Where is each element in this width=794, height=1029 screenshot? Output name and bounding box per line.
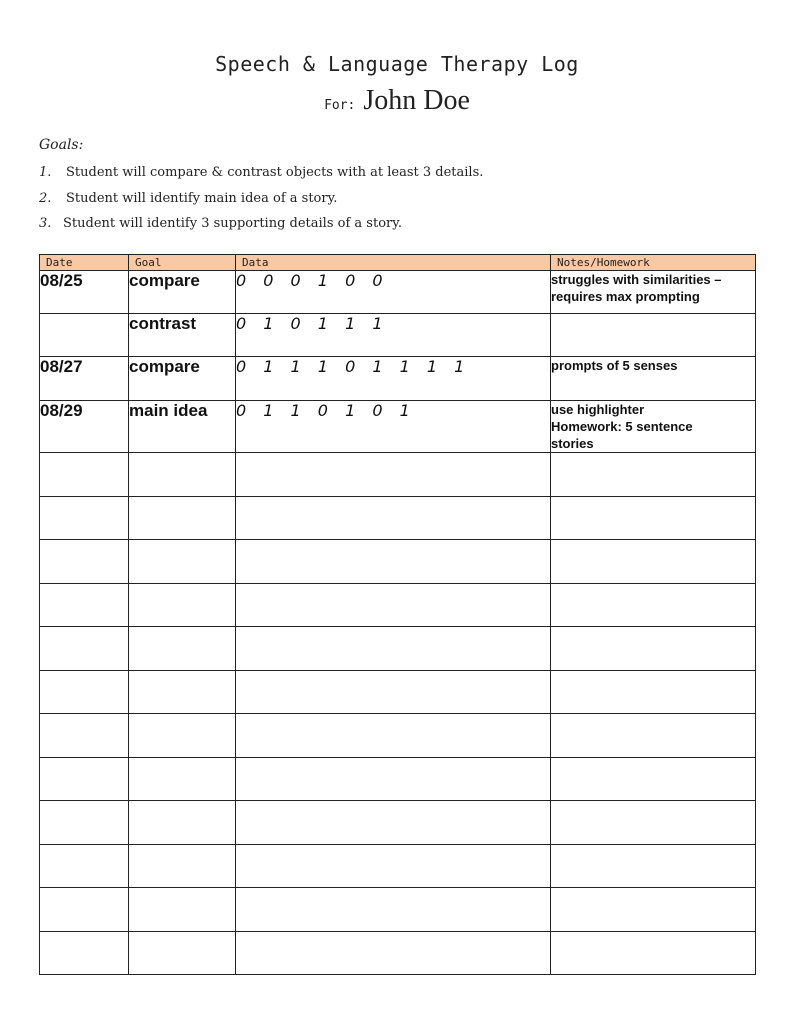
data-cell[interactable] xyxy=(236,714,551,758)
date-cell[interactable] xyxy=(40,453,129,497)
notes-cell[interactable] xyxy=(551,497,756,540)
table-row xyxy=(40,357,756,401)
table-row xyxy=(40,627,756,671)
notes-cell[interactable] xyxy=(551,540,756,584)
note-line: struggles with similarities – xyxy=(551,272,722,287)
column-header-date: Date xyxy=(40,255,129,271)
data-cell[interactable] xyxy=(236,801,551,845)
column-header-data: Data xyxy=(236,255,551,271)
date-cell[interactable] xyxy=(40,714,129,758)
notes-cell[interactable] xyxy=(551,271,756,314)
date-cell[interactable] xyxy=(40,888,129,932)
table-row xyxy=(40,314,756,357)
goals-heading: Goals: xyxy=(39,137,84,153)
data-cell[interactable] xyxy=(236,584,551,627)
note-line: Homework: 5 sentence xyxy=(551,419,693,434)
table-row xyxy=(40,540,756,584)
table-row xyxy=(40,801,756,845)
notes-cell[interactable] xyxy=(551,758,756,801)
goal-cell[interactable] xyxy=(129,627,236,671)
notes-cell[interactable] xyxy=(551,714,756,758)
student-line xyxy=(0,85,794,117)
table-row xyxy=(40,453,756,497)
notes-cell[interactable] xyxy=(551,801,756,845)
table-header-row xyxy=(40,255,756,271)
student-name: John Doe xyxy=(363,85,470,116)
goal-cell[interactable] xyxy=(129,584,236,627)
goal-cell[interactable] xyxy=(129,801,236,845)
table-row xyxy=(40,714,756,758)
data-cell[interactable]: 0 0 0 1 0 0 xyxy=(236,271,551,314)
therapy-log-table xyxy=(39,254,756,975)
goal-item xyxy=(39,191,337,206)
goal-cell[interactable]: compare xyxy=(129,271,236,314)
notes-cell[interactable] xyxy=(551,845,756,888)
goal-number: 3. xyxy=(39,216,52,231)
table-row xyxy=(40,932,756,975)
data-cell[interactable] xyxy=(236,845,551,888)
note-line: prompts of 5 senses xyxy=(551,358,678,373)
date-cell[interactable] xyxy=(40,627,129,671)
data-cell[interactable] xyxy=(236,888,551,932)
goal-cell[interactable] xyxy=(129,932,236,975)
notes-cell[interactable] xyxy=(551,671,756,714)
goal-text: Student will identify 3 supporting details of a story. xyxy=(63,216,402,231)
notes-cell[interactable] xyxy=(551,627,756,671)
data-cell[interactable] xyxy=(236,671,551,714)
notes-cell[interactable] xyxy=(551,453,756,497)
data-cell[interactable] xyxy=(236,453,551,497)
table-row xyxy=(40,888,756,932)
note-line: use highlighter xyxy=(551,402,645,417)
page-title: Speech & Language Therapy Log xyxy=(215,52,579,76)
data-cell[interactable] xyxy=(236,540,551,584)
notes-cell[interactable] xyxy=(551,888,756,932)
data-cell[interactable] xyxy=(236,932,551,975)
table-row xyxy=(40,758,756,801)
notes-cell[interactable] xyxy=(551,932,756,975)
date-cell[interactable] xyxy=(40,671,129,714)
table-row xyxy=(40,845,756,888)
goal-cell[interactable]: main idea xyxy=(129,401,236,453)
goal-cell[interactable] xyxy=(129,540,236,584)
column-header-notes: Notes/Homework xyxy=(551,255,756,271)
notes-cell[interactable] xyxy=(551,584,756,627)
goal-cell[interactable] xyxy=(129,888,236,932)
date-cell[interactable] xyxy=(40,801,129,845)
goal-item xyxy=(39,165,483,180)
goal-cell[interactable]: compare xyxy=(129,357,236,401)
goal-number: 1. xyxy=(39,165,52,180)
goal-cell[interactable] xyxy=(129,497,236,540)
date-cell[interactable] xyxy=(40,932,129,975)
notes-cell[interactable] xyxy=(551,314,756,357)
notes-cell[interactable] xyxy=(551,401,756,453)
for-label: For: xyxy=(324,98,356,113)
table-body xyxy=(40,271,756,975)
date-cell[interactable] xyxy=(40,758,129,801)
column-header-goal: Goal xyxy=(129,255,236,271)
goal-cell[interactable]: contrast xyxy=(129,314,236,357)
date-cell[interactable]: 08/27 xyxy=(40,357,129,401)
date-cell[interactable] xyxy=(40,584,129,627)
date-cell[interactable] xyxy=(40,314,129,357)
data-cell[interactable] xyxy=(236,758,551,801)
note-line: requires max prompting xyxy=(551,289,700,304)
date-cell[interactable] xyxy=(40,540,129,584)
table-row xyxy=(40,671,756,714)
goal-number: 2. xyxy=(39,191,52,206)
goal-text: Student will compare & contrast objects with at least 3 details. xyxy=(66,165,484,180)
data-cell[interactable]: 0 1 1 1 0 1 1 1 1 xyxy=(236,357,551,401)
date-cell[interactable]: 08/25 xyxy=(40,271,129,314)
note-line: stories xyxy=(551,436,594,451)
date-cell[interactable]: 08/29 xyxy=(40,401,129,453)
notes-cell[interactable] xyxy=(551,357,756,401)
table-row xyxy=(40,584,756,627)
goal-cell[interactable] xyxy=(129,714,236,758)
goal-text: Student will identify main idea of a story. xyxy=(66,191,338,206)
goal-cell[interactable] xyxy=(129,758,236,801)
goal-cell[interactable] xyxy=(129,453,236,497)
table-row xyxy=(40,401,756,453)
data-cell[interactable] xyxy=(236,497,551,540)
date-cell[interactable] xyxy=(40,497,129,540)
goal-cell[interactable] xyxy=(129,671,236,714)
data-cell[interactable]: 0 1 1 0 1 0 1 xyxy=(236,401,551,453)
table-row xyxy=(40,271,756,314)
date-cell[interactable] xyxy=(40,845,129,888)
goal-item xyxy=(39,216,402,231)
goal-cell[interactable] xyxy=(129,845,236,888)
data-cell[interactable] xyxy=(236,627,551,671)
data-cell[interactable]: 0 1 0 1 1 1 xyxy=(236,314,551,357)
table-row xyxy=(40,497,756,540)
